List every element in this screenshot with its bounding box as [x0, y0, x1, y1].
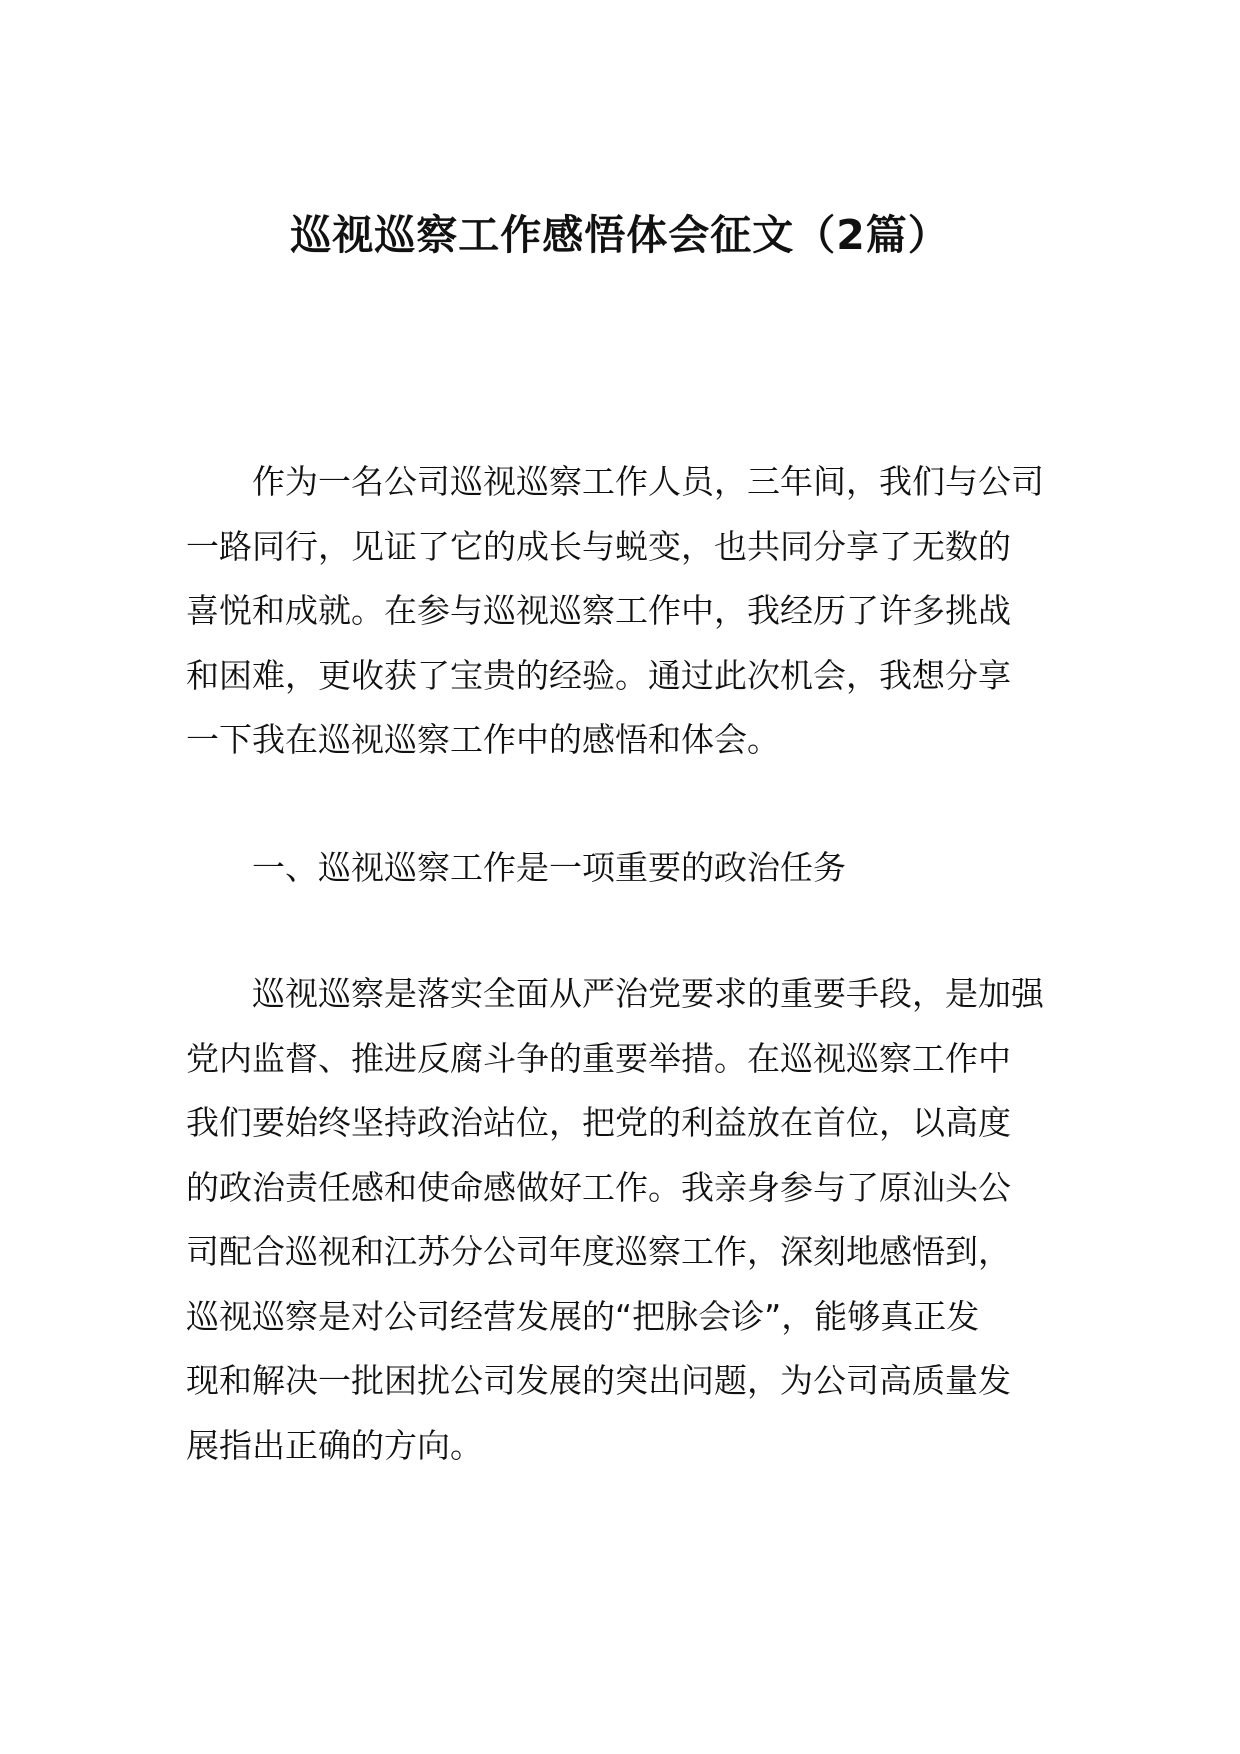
paragraph-line: 和困难，更收获了宝贵的经验。通过此次机会，我想分享	[186, 655, 1011, 695]
paragraph-line: 一下我在巡视巡察工作中的感悟和体会。	[186, 720, 780, 759]
paragraph-line: 喜悦和成就。在参与巡视巡察工作中，我经历了许多挑战	[186, 591, 1011, 630]
paragraph-line: 一路同行，见证了它的成长与蜕变，也共同分享了无数的	[186, 526, 1011, 566]
intro-paragraph	[186, 450, 1050, 773]
document-title: 巡视巡察工作感悟体会征文（2篇）	[290, 211, 950, 259]
paragraph-line: 我们要始终坚持政治站位，把党的利益放在首位，以高度	[186, 1103, 1011, 1142]
paragraph-line: 司配合巡视和江苏分公司年度巡察工作，深刻地感悟到，	[186, 1232, 1011, 1271]
paragraph-line: 党内监督、推进反腐斗争的重要举措。在巡视巡察工作中	[186, 1038, 1011, 1078]
paragraph-line: 的政治责任感和使命感做好工作。我亲身参与了原汕头公	[186, 1167, 1011, 1207]
paragraph-line: 作为一名公司巡视巡察工作人员，三年间，我们与公司	[252, 462, 1044, 501]
paragraph-line: 展指出正确的方向。	[186, 1425, 483, 1465]
paragraph-line: 巡视巡察是落实全面从严治党要求的重要手段，是加强	[252, 974, 1044, 1013]
body-paragraph	[186, 962, 1050, 1478]
section-heading-text: 一、巡视巡察工作是一项重要的政治任务	[252, 848, 846, 887]
paragraph-line: 巡视巡察是对公司经营发展的“把脉会诊”，能够真正发	[186, 1296, 980, 1336]
paragraph-line: 现和解决一批困扰公司发展的突出问题，为公司高质量发	[186, 1361, 1011, 1400]
section-heading	[186, 836, 1050, 901]
